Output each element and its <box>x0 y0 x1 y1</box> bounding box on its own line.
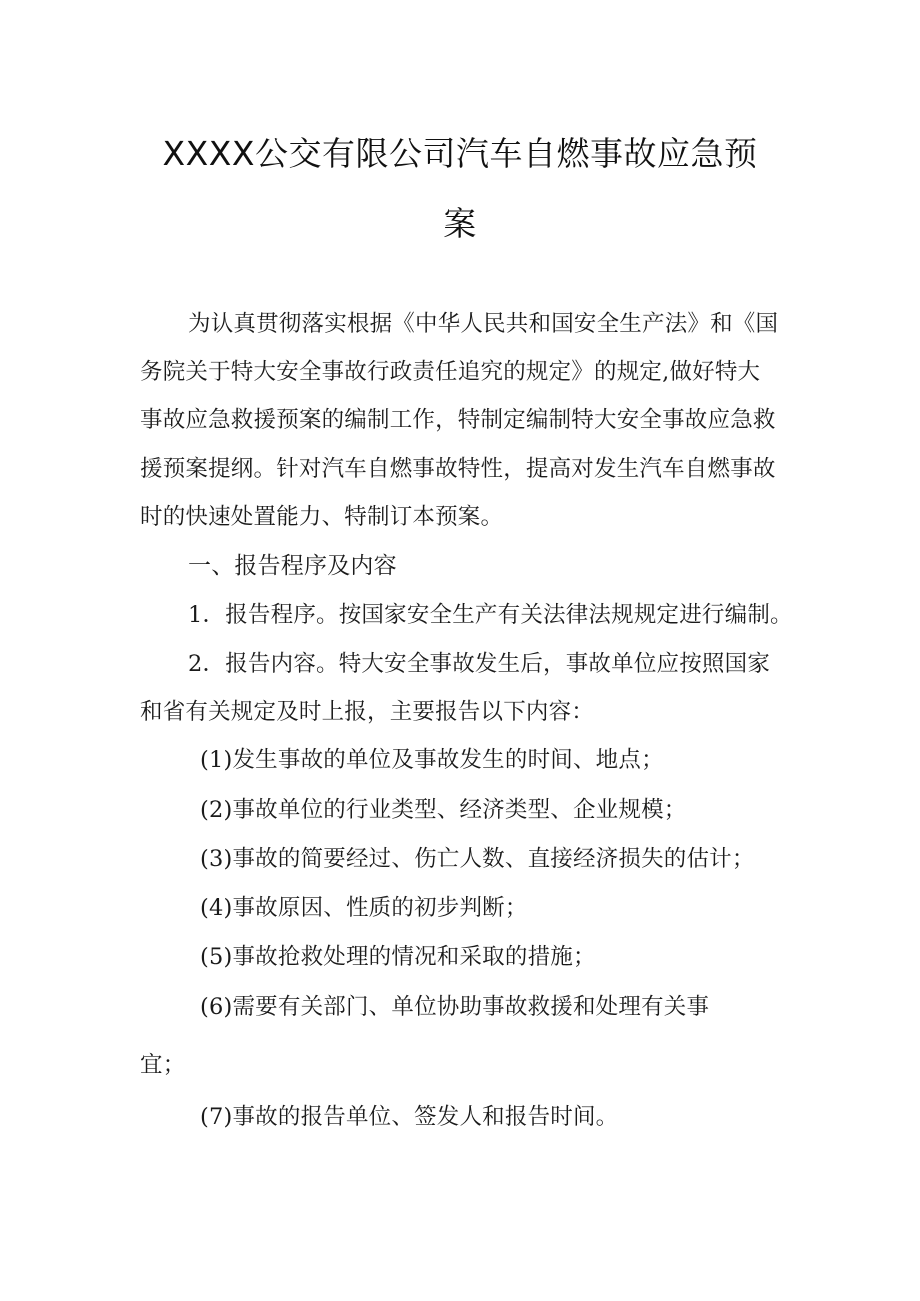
sub-item: (1)发生事故的单位及事故发生的时间、地点； <box>200 747 664 773</box>
report-content-item-cont: 和省有关规定及时上报，主要报告以下内容： <box>140 699 595 725</box>
sub-item: (2)事故单位的行业类型、经济类型、企业规模； <box>200 797 687 823</box>
sub-item: (6)需要有关部门、单位协助事故救援和处理有关事 <box>200 994 710 1020</box>
intro-line: 时的快速处置能力、特制订本预案。 <box>140 504 504 530</box>
sub-item: (4)事故原因、性质的初步判断； <box>200 895 528 921</box>
sub-item: (3)事故的简要经过、伤亡人数、直接经济损失的估计； <box>200 846 755 872</box>
sub-item: (7)事故的报告单位、签发人和报告时间。 <box>200 1104 619 1130</box>
sub-item-cont: 宜； <box>140 1052 186 1078</box>
sub-item: (5)事故抢救处理的情况和采取的措施； <box>200 944 596 970</box>
intro-line: 务院关于特大安全事故行政责任追究的规定》的规定,做好特大 <box>140 359 761 385</box>
intro-line: 援预案提纲。针对汽车自燃事故特性，提高对发生汽车自燃事故 <box>140 456 776 482</box>
section-heading: 一、报告程序及内容 <box>188 553 397 579</box>
document-title-line2: 案 <box>443 204 477 243</box>
intro-line: 事故应急救援预案的编制工作，特制定编制特大安全事故应急救 <box>140 407 776 433</box>
report-content-item: 2．报告内容。特大安全事故发生后，事故单位应按照国家 <box>188 651 771 677</box>
intro-line: 为认真贯彻落实根据《中华人民共和国安全生产法》和《国 <box>188 311 779 337</box>
document-title-line1: XXXX公交有限公司汽车自燃事故应急预 <box>162 134 758 173</box>
report-procedure-item: 1．报告程序。按国家安全生产有关法律法规规定进行编制。 <box>188 602 793 628</box>
